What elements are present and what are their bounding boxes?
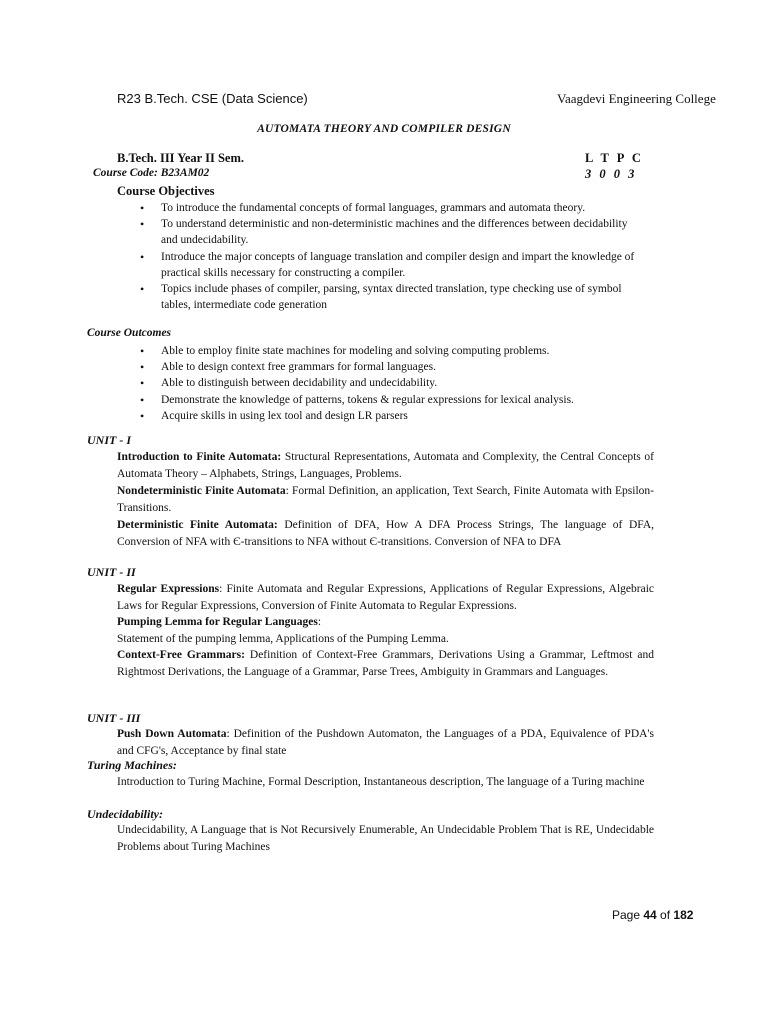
unit1-nfa-text: : Formal Definition, an application, Text Search, Finite Automata with Epsilon-Transitions. — [117, 485, 654, 514]
unit3-pda-title: Push Down Automata — [117, 728, 227, 740]
course-year: B.Tech. III Year II Sem. — [117, 151, 244, 165]
page-title: AUTOMATA THEORY AND COMPILER DESIGN — [257, 123, 511, 135]
unit2-regex-paragraph — [117, 581, 654, 615]
unit2-heading: UNIT - II — [87, 565, 136, 579]
unit2-pumping-colon: : — [317, 616, 322, 628]
objectives-list — [140, 200, 640, 313]
ltpc-label: L T P C — [585, 151, 641, 165]
objectives-heading: Course Objectives — [117, 184, 215, 198]
list-item: • To introduce the fundamental concepts of formal languages, grammars and automata theory. — [140, 200, 640, 216]
undecidability-heading: Undecidability: — [87, 807, 163, 821]
list-item: • Introduce the major concepts of language translation and compiler design and impart the knowledge of practical skills necessary for constructing a compiler. — [140, 249, 640, 281]
list-item: • Topics include phases of compiler, parsing, syntax directed translation, type checking use of symbol tables, intermediate code generation — [140, 281, 640, 313]
unit3-heading: UNIT - III — [87, 711, 141, 725]
list-item: • Able to employ finite state machines for modeling and solving computing problems. — [140, 343, 640, 359]
unit2-cfg-paragraph — [117, 647, 654, 681]
course-code: Course Code: B23AM02 — [93, 167, 210, 179]
unit3-pda-paragraph — [117, 726, 654, 760]
unit1-heading: UNIT - I — [87, 433, 131, 447]
unit1-nfa-title: Nondeterministic Finite Automata — [117, 485, 286, 497]
unit3-pda-text: : Definition of the Pushdown Automaton, the Languages of a PDA, Equivalence of PDA's and CFG's, Acceptance by final state — [117, 728, 654, 757]
unit2-cfg-text: Definition of Context-Free Grammars, Derivations Using a Grammar, Leftmost and Rightmost Derivations, the Language of a Grammar, Parse Trees, Ambiguity in Grammars and Languages. — [117, 649, 654, 678]
header-right: Vaagdevi Engineering College — [557, 91, 716, 106]
list-item: • Able to distinguish between decidability and undecidability. — [140, 375, 640, 391]
page-number — [612, 908, 693, 922]
undecidability-text: Undecidability, A Language that is Not Recursively Enumerable, An Undecidable Problem That is RE, Undecidable Problems about Turing Machines — [117, 824, 654, 853]
unit2-regex-text: : Finite Automata and Regular Expressions, Applications of Regular Expressions, Algebraic Laws for Regular Expressions, Conversion of Finite Automata to Regular Expressions. — [117, 583, 654, 612]
page-middle: of — [656, 908, 674, 922]
unit1-dfa-text: Definition of DFA, How A DFA Process Strings, The language of DFA, Conversion of NFA with Є-transitions to NFA without Є-transitions. Conversion of NFA to DFA — [117, 519, 654, 548]
page-prefix: Page — [612, 908, 644, 922]
unit1-intro-title: Introduction to Finite Automata: — [117, 451, 282, 463]
list-item: • Acquire skills in using lex tool and design LR parsers — [140, 408, 640, 424]
outcomes-list — [140, 343, 640, 424]
unit1-dfa-title: Deterministic Finite Automata: — [117, 519, 278, 531]
header-left: R23 B.Tech. CSE (Data Science) — [117, 91, 308, 106]
unit2-regex-title: Regular Expressions — [117, 583, 220, 595]
unit1-nfa-paragraph — [117, 483, 654, 517]
list-item: • To understand deterministic and non-deterministic machines and the differences between decidability and undecidability. — [140, 216, 640, 248]
list-item: • Able to design context free grammars for formal languages. — [140, 359, 640, 375]
page-total: 182 — [673, 908, 694, 922]
unit1-intro-paragraph — [117, 449, 654, 483]
unit1-dfa-paragraph — [117, 517, 654, 551]
ltpc-values: 3 0 0 3 — [585, 167, 635, 181]
outcomes-heading: Course Outcomes — [87, 327, 172, 339]
turing-heading: Turing Machines: — [87, 758, 177, 772]
unit2-pumping-title: Pumping Lemma for Regular Languages — [117, 616, 318, 628]
unit2-pumping-paragraph — [117, 614, 654, 631]
page-current: 44 — [643, 908, 657, 922]
unit2-pumping-text: Statement of the pumping lemma, Applications of the Pumping Lemma. — [117, 633, 449, 645]
unit1-intro-text: Structural Representations, Automata and Complexity, the Central Concepts of Automata Theory – Alphabets, Strings, Languages, Problems. — [117, 451, 654, 480]
unit2-cfg-title: Context-Free Grammars: — [117, 649, 245, 661]
list-item: • Demonstrate the knowledge of patterns, tokens & regular expressions for lexical analysis. — [140, 392, 640, 408]
turing-text: Introduction to Turing Machine, Formal Description, Instantaneous description, The language of a Turing machine — [117, 776, 645, 788]
